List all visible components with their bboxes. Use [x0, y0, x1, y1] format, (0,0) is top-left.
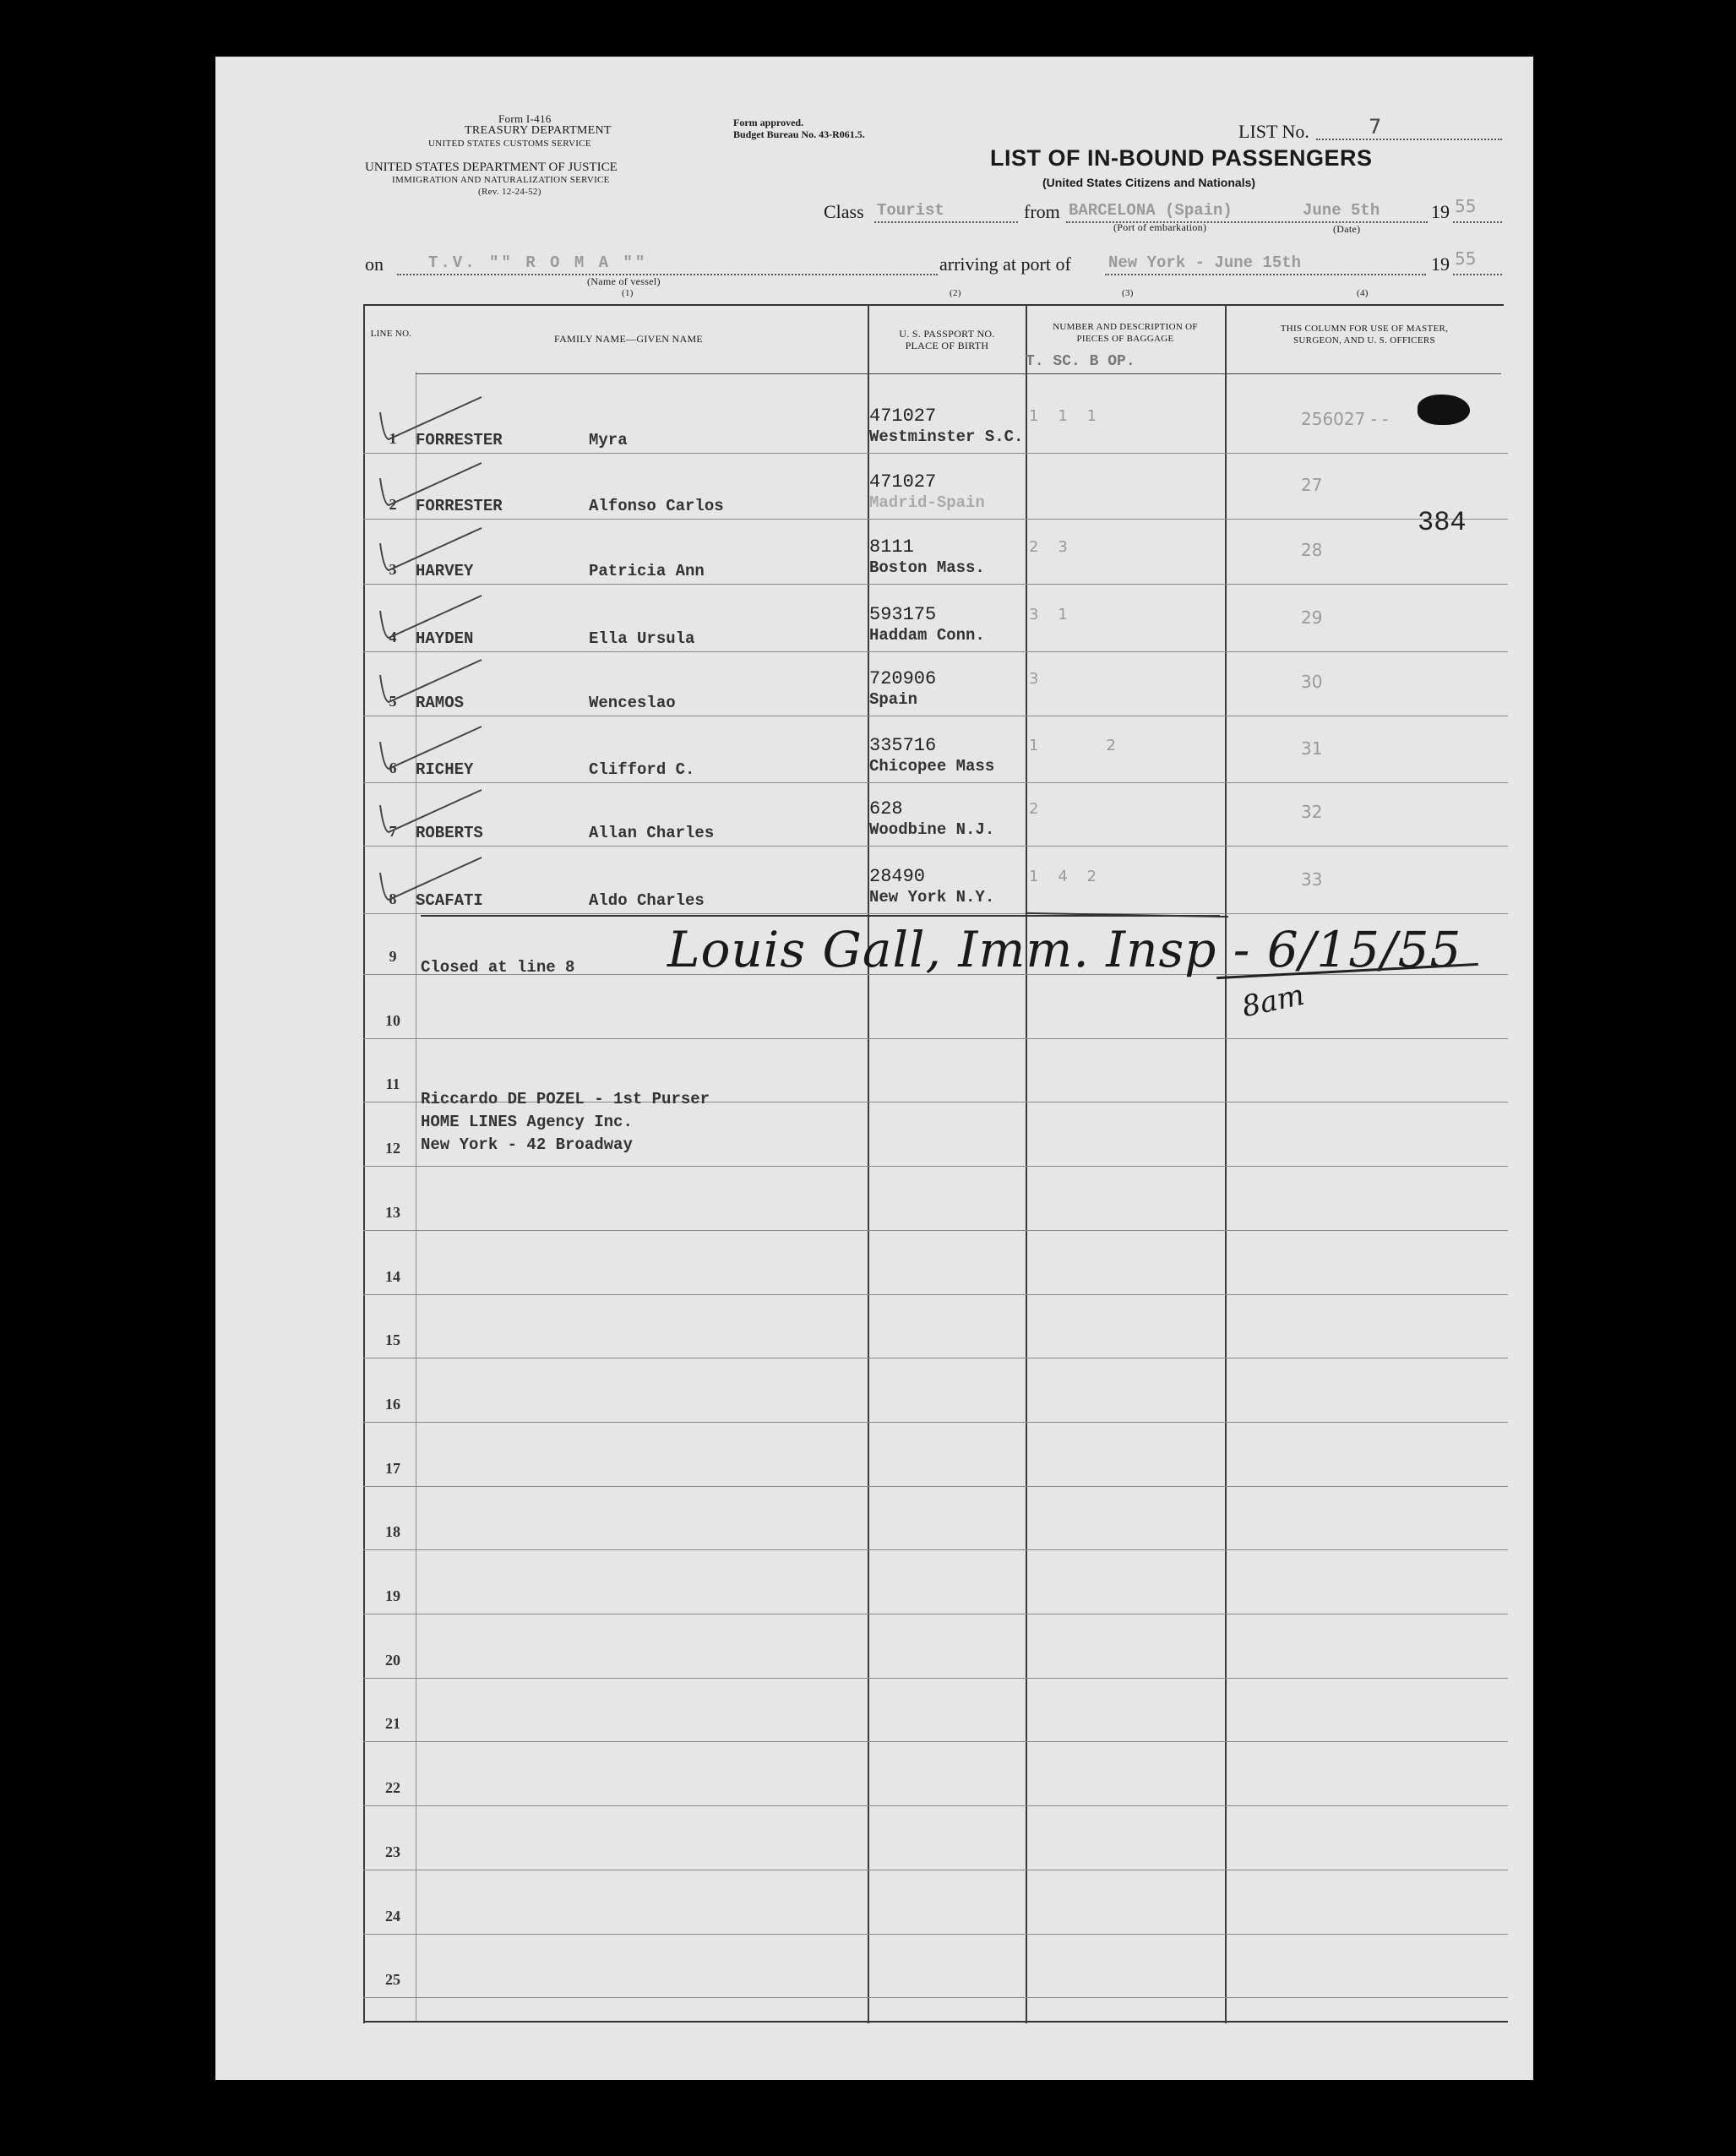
baggage-count: 3 1: [1029, 606, 1068, 623]
year-value: 55: [1455, 196, 1477, 216]
line-number: 11: [385, 1075, 400, 1092]
column-header-passport: U. S. PASSPORT NO. PLACE OF BIRTH: [899, 328, 995, 351]
embark-caption: (Port of embarkation): [1113, 221, 1207, 233]
officer-number: 33: [1301, 869, 1323, 890]
passport-number: 628: [869, 798, 903, 819]
officer-number: 28: [1301, 540, 1323, 560]
line-number: 14: [385, 1268, 400, 1285]
place-of-birth: Chicopee Mass: [869, 757, 995, 776]
column-header-line: LINE NO.: [370, 329, 412, 339]
baggage-count: 2 3: [1029, 538, 1068, 556]
form-approved: Form approved.: [733, 117, 804, 128]
caption-2: (2): [950, 288, 961, 298]
check-mark: [372, 461, 490, 516]
officer-number: 30: [1301, 672, 1323, 692]
customs-label: UNITED STATES CUSTOMS SERVICE: [428, 139, 591, 149]
closed-at-line: Closed at line 8: [421, 958, 575, 977]
given-name: Aldo Charles: [589, 891, 705, 910]
check-mark: [372, 788, 490, 843]
form-number: Form I-416: [498, 112, 552, 125]
class-value: Tourist: [877, 201, 944, 220]
caption-3: (3): [1122, 288, 1134, 298]
line-number: 2: [389, 496, 397, 513]
line-number: 10: [385, 1012, 400, 1029]
passport-number: 335716: [869, 735, 937, 756]
given-name: Wenceslao: [589, 694, 676, 712]
baggage-count: 1 4 2: [1029, 868, 1097, 885]
caption-4: (4): [1357, 288, 1369, 298]
family-name: SCAFATI: [416, 891, 483, 910]
arrival-year: 55: [1455, 248, 1477, 269]
officer-number: 27: [1301, 475, 1323, 495]
given-name: Ella Ursula: [589, 629, 695, 648]
family-name: HAYDEN: [416, 629, 474, 648]
family-name: RICHEY: [416, 760, 474, 779]
place-of-birth: Madrid-Spain: [869, 493, 985, 512]
line-number: 3: [389, 561, 397, 578]
from-label: from: [1024, 201, 1060, 222]
line-number: 8: [389, 890, 397, 907]
document-page: [215, 57, 1533, 2080]
passport-number: 720906: [869, 668, 937, 689]
justice-label: UNITED STATES DEPARTMENT OF JUSTICE: [365, 161, 618, 174]
column-header-baggage: NUMBER AND DESCRIPTION OF PIECES OF BAGGAGE: [1053, 322, 1198, 344]
line-number: 22: [385, 1779, 400, 1796]
line-number: 12: [385, 1140, 400, 1157]
line-number: 18: [385, 1523, 400, 1540]
line-number: 23: [385, 1843, 400, 1860]
line-number: 4: [389, 629, 397, 645]
check-mark: [372, 658, 490, 713]
passport-number: 28490: [869, 866, 926, 887]
embark-port: BARCELONA (Spain): [1069, 201, 1233, 220]
class-label: Class: [824, 201, 864, 222]
place-of-birth: Westminster S.C.: [869, 427, 1024, 446]
ink-blot: [1418, 395, 1470, 425]
place-of-birth: Boston Mass.: [869, 558, 985, 577]
ins-label: IMMIGRATION AND NATURALIZATION SERVICE: [392, 175, 610, 185]
arriving-label: arriving at port of: [939, 253, 1071, 275]
passport-number: 471027: [869, 471, 937, 493]
place-of-birth: Spain: [869, 690, 918, 709]
place-of-birth: Woodbine N.J.: [869, 820, 995, 839]
given-name: Clifford C.: [589, 760, 695, 779]
line-number: 20: [385, 1652, 400, 1669]
arrival-year-prefix: 19: [1431, 253, 1450, 275]
vessel-name: T.V. "" R O M A "": [428, 253, 648, 272]
arrival-port: New York - June 15th: [1108, 253, 1302, 272]
baggage-count: 1 2: [1029, 737, 1117, 754]
line-number: 1: [389, 430, 397, 447]
check-mark: [372, 594, 490, 649]
caption-1: (1): [622, 288, 634, 298]
document-subtitle: (United States Citizens and Nationals): [1042, 176, 1256, 189]
officer-number: 29: [1301, 607, 1323, 628]
treasury-label: TREASURY DEPARTMENT: [465, 124, 612, 137]
date-caption: (Date): [1333, 223, 1361, 235]
line-number: 6: [389, 760, 397, 776]
side-number: 384: [1418, 507, 1467, 538]
document-title: LIST OF IN-BOUND PASSENGERS: [990, 145, 1373, 171]
year-prefix: 19: [1431, 201, 1450, 222]
column-header-officers: THIS COLUMN FOR USE OF MASTER, SURGEON, AND U. S. OFFICERS: [1280, 324, 1449, 346]
embark-date: June 5th: [1303, 201, 1380, 220]
given-name: Alfonso Carlos: [589, 497, 724, 515]
officer-number: 31: [1301, 738, 1323, 759]
purser-line-3: New York - 42 Broadway: [421, 1135, 633, 1154]
line-number: 21: [385, 1715, 400, 1732]
budget-bureau: Budget Bureau No. 43-R061.5.: [733, 128, 865, 140]
line-number: 15: [385, 1331, 400, 1348]
officer-number: 256027 - -: [1301, 409, 1389, 429]
line-number: 19: [385, 1587, 400, 1604]
purser-line-2: HOME LINES Agency Inc.: [421, 1113, 633, 1131]
revision-label: (Rev. 12-24-52): [478, 187, 541, 197]
line-number: 25: [385, 1971, 400, 1988]
family-name: FORRESTER: [416, 431, 503, 449]
column-header-name: FAMILY NAME—GIVEN NAME: [554, 333, 704, 345]
check-mark: [372, 725, 490, 780]
signature-time: 8am: [1238, 977, 1308, 1025]
place-of-birth: Haddam Conn.: [869, 626, 985, 645]
line-number: 13: [385, 1204, 400, 1221]
line-number: 24: [385, 1908, 400, 1925]
family-name: FORRESTER: [416, 497, 503, 515]
list-number: 7: [1369, 115, 1382, 139]
line-number: 9: [389, 948, 397, 965]
on-label: on: [365, 253, 384, 275]
check-mark: [372, 526, 490, 581]
vessel-caption: (Name of vessel): [587, 275, 661, 287]
family-name: ROBERTS: [416, 824, 483, 842]
family-name: HARVEY: [416, 562, 474, 580]
inspector-signature: Louis Gall, Imm. Insp - 6/15/55: [667, 921, 1462, 978]
check-mark: [372, 856, 490, 911]
passport-number: 471027: [869, 406, 937, 427]
line-number: 16: [385, 1396, 400, 1413]
check-mark: [372, 395, 490, 450]
baggage-count: 2: [1029, 800, 1039, 818]
baggage-count: 3: [1029, 670, 1039, 688]
officer-number: 32: [1301, 802, 1323, 822]
purser-line-1: Riccardo DE POZEL - 1st Purser: [421, 1090, 710, 1108]
baggage-count: 1 1 1: [1029, 407, 1097, 425]
line-number: 5: [389, 693, 397, 710]
passport-number: 8111: [869, 536, 914, 558]
given-name: Patricia Ann: [589, 562, 705, 580]
list-label: LIST No.: [1238, 121, 1309, 142]
place-of-birth: New York N.Y.: [869, 888, 995, 906]
family-name: RAMOS: [416, 694, 465, 712]
given-name: Myra: [589, 431, 628, 449]
given-name: Allan Charles: [589, 824, 715, 842]
passport-number: 593175: [869, 604, 937, 625]
line-number: 17: [385, 1460, 400, 1477]
baggage-subheader: T. SC. B OP.: [1026, 353, 1135, 370]
line-number: 7: [389, 823, 397, 840]
